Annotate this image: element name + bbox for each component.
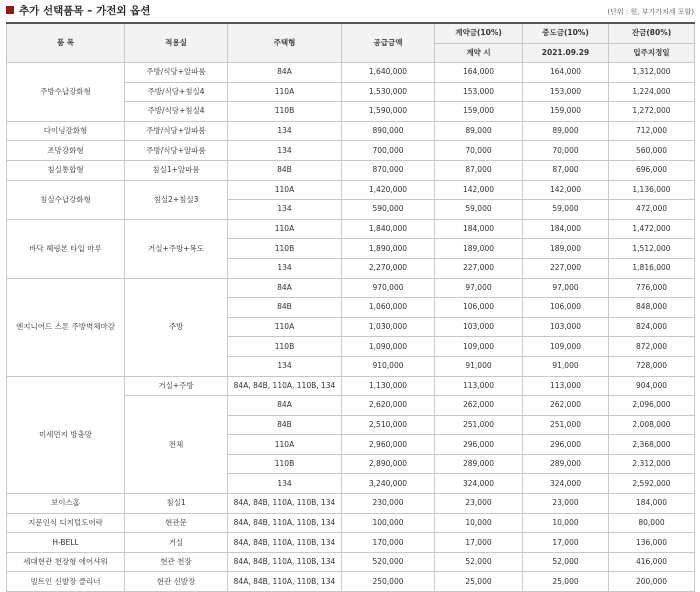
table-row: [7, 63, 695, 83]
price-cell: 2,620,000: [342, 396, 435, 416]
deposit-cell: 189,000: [435, 239, 523, 259]
header-balance: 잔금(80%): [609, 23, 695, 43]
deposit-cell: 113,000: [435, 376, 523, 396]
section-header: [0, 0, 700, 22]
item-name-cell: 세대현관 천장형 에어샤워: [7, 552, 125, 572]
table-row: [7, 572, 695, 592]
type-cell: 84A, 84B, 110A, 110B, 134: [228, 552, 342, 572]
middle-cell: 262,000: [523, 396, 609, 416]
middle-cell: 189,000: [523, 239, 609, 259]
room-cell: 현관 천장: [125, 552, 228, 572]
type-cell: 84A, 84B, 110A, 110B, 134: [228, 572, 342, 592]
deposit-cell: 289,000: [435, 454, 523, 474]
middle-cell: 89,000: [523, 121, 609, 141]
balance-cell: 416,000: [609, 552, 695, 572]
type-cell: 84A: [228, 396, 342, 416]
deposit-cell: 296,000: [435, 435, 523, 455]
type-cell: 110A: [228, 180, 342, 200]
item-name-cell: 빌트인 신발장 클리너: [7, 572, 125, 592]
header-middle: 중도금(10%): [523, 23, 609, 43]
balance-cell: 848,000: [609, 298, 695, 318]
price-cell: 3,240,000: [342, 474, 435, 494]
bullet-square-icon: [6, 6, 14, 14]
deposit-cell: 324,000: [435, 474, 523, 494]
price-cell: 1,060,000: [342, 298, 435, 318]
middle-cell: 184,000: [523, 219, 609, 239]
price-cell: 1,530,000: [342, 82, 435, 102]
deposit-cell: 262,000: [435, 396, 523, 416]
deposit-cell: 91,000: [435, 356, 523, 376]
unit-note: (단위 : 원, 부가가치세 포함): [607, 8, 694, 16]
deposit-cell: 184,000: [435, 219, 523, 239]
table-body: [7, 63, 695, 592]
header-deposit-when: 계약 시: [435, 43, 523, 63]
room-cell: 주방/식당+침실4: [125, 82, 228, 102]
middle-cell: 296,000: [523, 435, 609, 455]
balance-cell: 1,224,000: [609, 82, 695, 102]
balance-cell: 1,512,000: [609, 239, 695, 259]
table-row: [7, 160, 695, 180]
price-cell: 100,000: [342, 513, 435, 533]
deposit-cell: 153,000: [435, 82, 523, 102]
middle-cell: 103,000: [523, 317, 609, 337]
type-cell: 84A, 84B, 110A, 110B, 134: [228, 513, 342, 533]
balance-cell: 728,000: [609, 356, 695, 376]
table-row: [7, 278, 695, 298]
middle-cell: 113,000: [523, 376, 609, 396]
deposit-cell: 106,000: [435, 298, 523, 318]
price-cell: 1,590,000: [342, 102, 435, 122]
type-cell: 134: [228, 200, 342, 220]
type-cell: 134: [228, 474, 342, 494]
balance-cell: 560,000: [609, 141, 695, 161]
deposit-cell: 89,000: [435, 121, 523, 141]
price-cell: 970,000: [342, 278, 435, 298]
middle-cell: 91,000: [523, 356, 609, 376]
table-row: [7, 533, 695, 553]
middle-cell: 227,000: [523, 258, 609, 278]
price-cell: 910,000: [342, 356, 435, 376]
type-cell: 134: [228, 356, 342, 376]
middle-cell: 142,000: [523, 180, 609, 200]
balance-cell: 2,096,000: [609, 396, 695, 416]
room-cell: 주방/식당+알파룸: [125, 121, 228, 141]
header-item: 품 목: [7, 23, 125, 63]
type-cell: 110A: [228, 219, 342, 239]
price-cell: 890,000: [342, 121, 435, 141]
deposit-cell: 97,000: [435, 278, 523, 298]
type-cell: 110B: [228, 454, 342, 474]
room-cell: 침실2+침실3: [125, 180, 228, 219]
type-cell: 110B: [228, 102, 342, 122]
middle-cell: 70,000: [523, 141, 609, 161]
table-row: [7, 494, 695, 514]
room-cell: 주방/식당+알파룸: [125, 63, 228, 83]
header-middle-when: 2021.09.29: [523, 43, 609, 63]
middle-cell: 97,000: [523, 278, 609, 298]
middle-cell: 25,000: [523, 572, 609, 592]
deposit-cell: 164,000: [435, 63, 523, 83]
middle-cell: 10,000: [523, 513, 609, 533]
price-cell: 250,000: [342, 572, 435, 592]
balance-cell: 1,312,000: [609, 63, 695, 83]
price-cell: 520,000: [342, 552, 435, 572]
room-cell: 주방/식당+침실4: [125, 102, 228, 122]
room-cell: 거실+주방: [125, 376, 228, 396]
balance-cell: 184,000: [609, 494, 695, 514]
type-cell: 84A: [228, 63, 342, 83]
balance-cell: 904,000: [609, 376, 695, 396]
room-cell: 거실+주방+복도: [125, 219, 228, 278]
table-row: [7, 513, 695, 533]
type-cell: 110A: [228, 435, 342, 455]
balance-cell: 2,312,000: [609, 454, 695, 474]
header-deposit: 계약금(10%): [435, 23, 523, 43]
balance-cell: 872,000: [609, 337, 695, 357]
balance-cell: 472,000: [609, 200, 695, 220]
middle-cell: 289,000: [523, 454, 609, 474]
deposit-cell: 10,000: [435, 513, 523, 533]
type-cell: 84A: [228, 278, 342, 298]
room-cell: 침실1+알파룸: [125, 160, 228, 180]
item-name-cell: 조망강화형: [7, 141, 125, 161]
table-row: [7, 552, 695, 572]
header-type: 주택형: [228, 23, 342, 63]
room-cell: 침실1: [125, 494, 228, 514]
balance-cell: 1,472,000: [609, 219, 695, 239]
deposit-cell: 227,000: [435, 258, 523, 278]
item-name-cell: 미세먼지 방충망: [7, 376, 125, 494]
price-cell: 590,000: [342, 200, 435, 220]
header-price: 공급금액: [342, 23, 435, 63]
type-cell: 110B: [228, 337, 342, 357]
price-cell: 1,420,000: [342, 180, 435, 200]
middle-cell: 251,000: [523, 415, 609, 435]
deposit-cell: 70,000: [435, 141, 523, 161]
deposit-cell: 23,000: [435, 494, 523, 514]
balance-cell: 712,000: [609, 121, 695, 141]
balance-cell: 136,000: [609, 533, 695, 553]
header-room: 적용실: [125, 23, 228, 63]
table-row: [7, 141, 695, 161]
room-cell: 주방: [125, 278, 228, 376]
price-cell: 2,270,000: [342, 258, 435, 278]
deposit-cell: 52,000: [435, 552, 523, 572]
type-cell: 84A, 84B, 110A, 110B, 134: [228, 533, 342, 553]
item-name-cell: 보이스홈: [7, 494, 125, 514]
deposit-cell: 17,000: [435, 533, 523, 553]
type-cell: 110A: [228, 317, 342, 337]
type-cell: 84A, 84B, 110A, 110B, 134: [228, 376, 342, 396]
balance-cell: 696,000: [609, 160, 695, 180]
room-cell: 주방/식당+알파룸: [125, 141, 228, 161]
type-cell: 84A, 84B, 110A, 110B, 134: [228, 494, 342, 514]
deposit-cell: 142,000: [435, 180, 523, 200]
price-cell: 700,000: [342, 141, 435, 161]
price-cell: 2,890,000: [342, 454, 435, 474]
balance-cell: 824,000: [609, 317, 695, 337]
balance-cell: 2,008,000: [609, 415, 695, 435]
balance-cell: 776,000: [609, 278, 695, 298]
balance-cell: 1,136,000: [609, 180, 695, 200]
room-cell: 거실: [125, 533, 228, 553]
middle-cell: 324,000: [523, 474, 609, 494]
deposit-cell: 103,000: [435, 317, 523, 337]
middle-cell: 59,000: [523, 200, 609, 220]
deposit-cell: 109,000: [435, 337, 523, 357]
table-row: [7, 376, 695, 396]
item-name-cell: 지문인식 디지털도어락: [7, 513, 125, 533]
price-cell: 2,510,000: [342, 415, 435, 435]
type-cell: 84B: [228, 298, 342, 318]
middle-cell: 17,000: [523, 533, 609, 553]
type-cell: 134: [228, 258, 342, 278]
middle-cell: 23,000: [523, 494, 609, 514]
balance-cell: 1,272,000: [609, 102, 695, 122]
middle-cell: 87,000: [523, 160, 609, 180]
item-name-cell: 엔지니어드 스톤 주방벽체마감: [7, 278, 125, 376]
price-cell: 1,030,000: [342, 317, 435, 337]
deposit-cell: 25,000: [435, 572, 523, 592]
deposit-cell: 59,000: [435, 200, 523, 220]
type-cell: 134: [228, 121, 342, 141]
price-cell: 170,000: [342, 533, 435, 553]
price-cell: 1,890,000: [342, 239, 435, 259]
item-name-cell: 침실통합형: [7, 160, 125, 180]
price-cell: 2,960,000: [342, 435, 435, 455]
price-cell: 1,130,000: [342, 376, 435, 396]
price-cell: 870,000: [342, 160, 435, 180]
type-cell: 84B: [228, 160, 342, 180]
deposit-cell: 87,000: [435, 160, 523, 180]
middle-cell: 52,000: [523, 552, 609, 572]
price-cell: 230,000: [342, 494, 435, 514]
balance-cell: 2,592,000: [609, 474, 695, 494]
middle-cell: 153,000: [523, 82, 609, 102]
item-name-cell: 주방수납강화형: [7, 63, 125, 122]
deposit-cell: 251,000: [435, 415, 523, 435]
section-title: 추가 선택품목 – 가전외 옵션: [19, 5, 151, 17]
middle-cell: 164,000: [523, 63, 609, 83]
type-cell: 134: [228, 141, 342, 161]
item-name-cell: 침실수납강화형: [7, 180, 125, 219]
price-cell: 1,640,000: [342, 63, 435, 83]
table-row: [7, 180, 695, 200]
balance-cell: 2,368,000: [609, 435, 695, 455]
middle-cell: 159,000: [523, 102, 609, 122]
table-row: [7, 121, 695, 141]
type-cell: 110B: [228, 239, 342, 259]
middle-cell: 109,000: [523, 337, 609, 357]
middle-cell: 106,000: [523, 298, 609, 318]
table-row: [7, 219, 695, 239]
price-cell: 1,840,000: [342, 219, 435, 239]
room-cell: 전체: [125, 396, 228, 494]
deposit-cell: 159,000: [435, 102, 523, 122]
type-cell: 110A: [228, 82, 342, 102]
room-cell: 현관문: [125, 513, 228, 533]
balance-cell: 1,816,000: [609, 258, 695, 278]
item-name-cell: 바닥 헤링본 타입 마루: [7, 219, 125, 278]
room-cell: 현관 신발장: [125, 572, 228, 592]
item-name-cell: 다이닝강화형: [7, 121, 125, 141]
type-cell: 84B: [228, 415, 342, 435]
price-cell: 1,090,000: [342, 337, 435, 357]
balance-cell: 200,000: [609, 572, 695, 592]
option-price-table: [6, 22, 695, 592]
balance-cell: 80,000: [609, 513, 695, 533]
item-name-cell: H-BELL: [7, 533, 125, 553]
header-balance-when: 입주지정일: [609, 43, 695, 63]
